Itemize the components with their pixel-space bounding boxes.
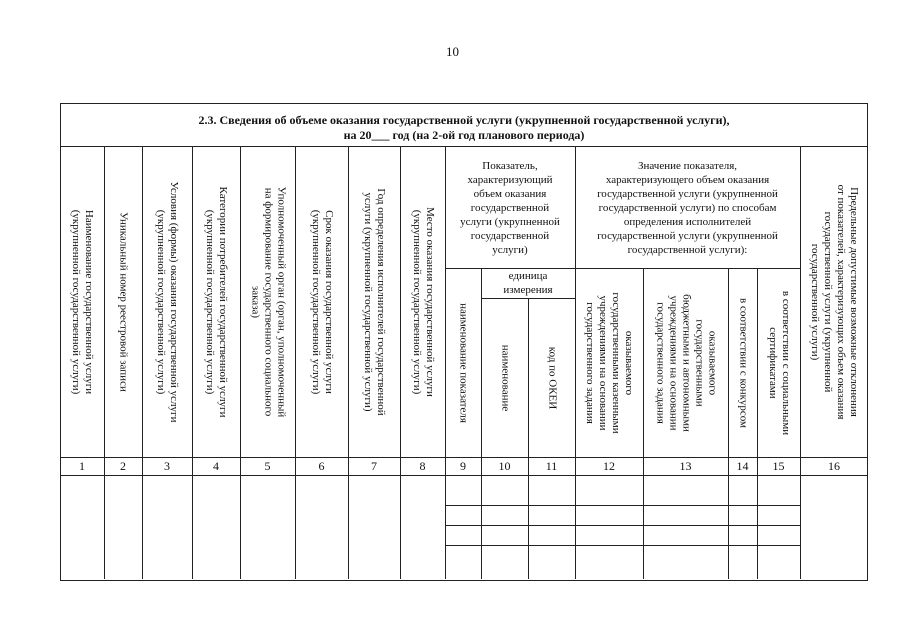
column-number: 15 — [772, 459, 785, 473]
header-competition: в соответствии с конкурсом — [737, 297, 749, 428]
header-consumer-categories: Категории потребителей государственной услуги (укрупненной государственной услуги) — [204, 186, 229, 417]
header-authorized-body: Уполномоченный орган (орган, уполномоченный на формирование государственного социального заказа) — [249, 186, 287, 417]
data-rows-area — [60, 475, 868, 579]
section-title-line1: 2.3. Сведения об объеме оказания государственной услуги (укрупненной государственной услуги), — [198, 113, 730, 127]
header-indicator-group: Показатель, характеризующий объем оказания государственной услуги (укрупненной государственной услуги) — [460, 160, 560, 256]
column-number: 9 — [460, 459, 466, 473]
header-social-certificates: в соответствии с социальными сертификатами — [766, 290, 792, 435]
column-number: 8 — [419, 459, 426, 473]
section-title — [60, 113, 868, 143]
column-number: 6 — [318, 459, 325, 473]
column-number: 12 — [603, 459, 615, 473]
section-title-line2: на 20___ год (на 2-ой год планового периода) — [343, 128, 585, 142]
header-state-institutions: оказываемого государственными казенными учреждениями на основании государственного задания — [584, 291, 635, 434]
header-budget-institutions: оказываемого государственными бюджетными и автономными учреждениями на основании государственного задания — [654, 293, 718, 432]
column-number: 2 — [120, 459, 126, 473]
volume-indicators-table — [60, 103, 868, 581]
page-number: 10 — [446, 44, 459, 59]
column-number: 16 — [828, 459, 840, 473]
column-number: 3 — [164, 459, 170, 473]
column-number: 1 — [79, 459, 85, 473]
header-service-place: Место оказания государственной услуги (укрупненной государственной услуги) — [410, 206, 436, 397]
column-number: 7 — [371, 459, 377, 473]
header-unit-group: единица измерения — [503, 270, 553, 296]
column-number: 11 — [545, 459, 558, 473]
header-indicator-name: наименование показателя — [457, 302, 470, 423]
header-value-group: Значение показателя, характеризующего объем оказания государственной услуги (укрупненной государственной услуги) по способам определения исполнителей государственной услуги (укрупненной государственной услуги): — [597, 160, 778, 256]
header-service-term: Срок оказания государственной услуги (укрупненной государственной услуги) — [309, 209, 335, 394]
column-number: 10 — [498, 459, 511, 473]
header-allowed-deviations: Предельные допустимые возможные отклонения от показателей, характеризующих объем оказания государственной услуги (укрупненной государственной услуги) — [809, 184, 860, 419]
header-service-name: Наименование государственной услуги (укрупненной государственной услуги) — [70, 209, 95, 394]
column-number: 13 — [679, 459, 692, 473]
header-unit-name: наименование — [499, 344, 511, 411]
header-okei-code: код по ОКЕИ — [546, 346, 558, 409]
header-executor-year: Год определения исполнителей государственной услуги (укрупненной государственной услуги) — [362, 187, 387, 416]
column-number-row — [60, 457, 868, 475]
column-number: 14 — [736, 459, 749, 473]
header-registry-number: Уникальный номер реестровой записи — [117, 211, 130, 392]
header-service-conditions: Условия (формы) оказания государственной услуги (укрупненной государственной услуги) — [155, 181, 180, 422]
column-number: 4 — [213, 459, 219, 473]
column-number: 5 — [264, 459, 271, 473]
